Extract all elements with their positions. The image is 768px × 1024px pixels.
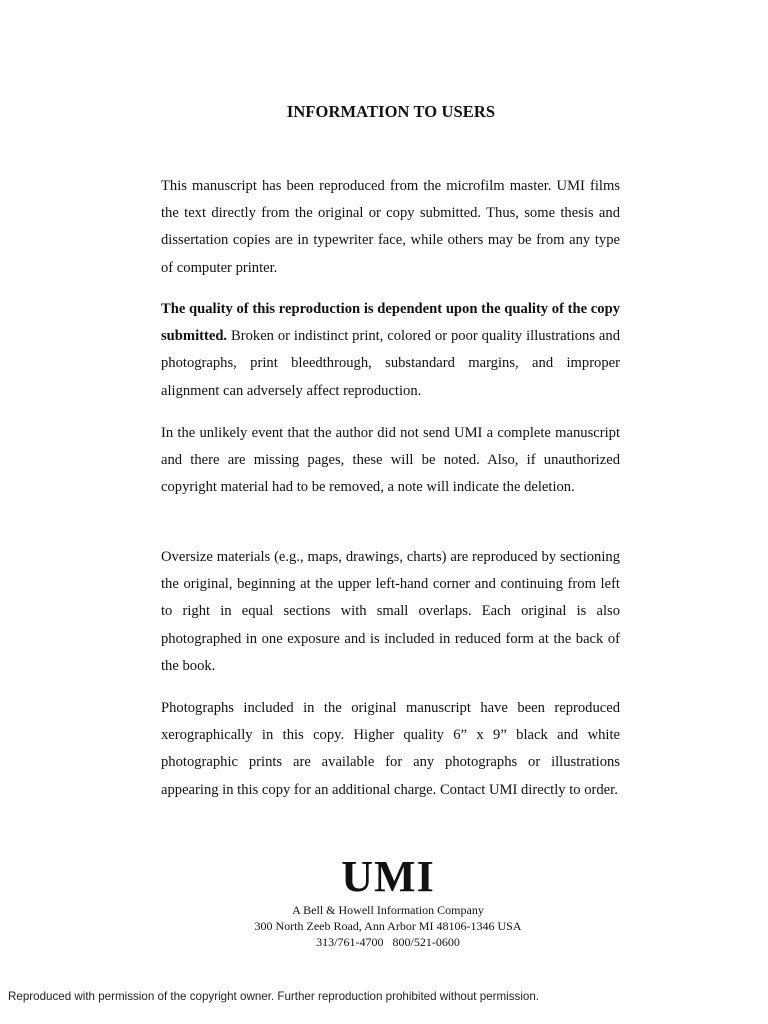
paragraph-reproduction-quality <box>161 296 620 405</box>
umi-logo: UMI <box>341 852 435 901</box>
paragraph-rest-text: Broken or indistinct print, colored or poor quality illustrations and photographs, print bleedthrough, substandard margins, and improper alignment can adversely affect reproduction. <box>161 328 620 399</box>
publisher-company: A Bell & Howell Information Company <box>292 903 484 917</box>
publisher-address: 300 North Zeeb Road, Ann Arbor MI 48106-1346 USA <box>254 919 522 933</box>
paragraph-photographs: Photographs included in the original manuscript have been reproduced xerographically in this copy. Higher quality 6” x 9” black and white photographic prints are available for any photographs or illustrations appearing in this copy for an additional charge. Contact UMI directly to order. <box>161 700 620 798</box>
publisher-phones: 313/761-4700 800/521-0600 <box>316 935 460 949</box>
copyright-footer-notice: Reproduced with permission of the copyright owner. Further reproduction prohibited without permission. <box>8 990 540 1003</box>
publisher-block <box>0 852 768 950</box>
paragraph-missing-pages: In the unlikely event that the author did not send UMI a complete manuscript and there are missing pages, these will be noted. Also, if unauthorized copyright material had to be removed, a note will indicate the deletion. <box>161 425 620 496</box>
paragraph-oversize-materials: Oversize materials (e.g., maps, drawings, charts) are reproduced by sectioning the original, beginning at the upper left-hand corner and continuing from left to right in equal sections with small overlaps. Each original is also photographed in one exposure and is included in reduced form at the back of the book. <box>161 549 620 674</box>
paragraph-microfilm-master: This manuscript has been reproduced from the microfilm master. UMI films the text directly from the original or copy submitted. Thus, some thesis and dissertation copies are in typewriter face, while others may be from any type of computer printer. <box>161 178 620 276</box>
page-title: INFORMATION TO USERS <box>286 102 496 121</box>
paragraph-bold-lead: The quality of this reproduction is dependent upon the quality of the copy submitted. <box>161 301 620 345</box>
